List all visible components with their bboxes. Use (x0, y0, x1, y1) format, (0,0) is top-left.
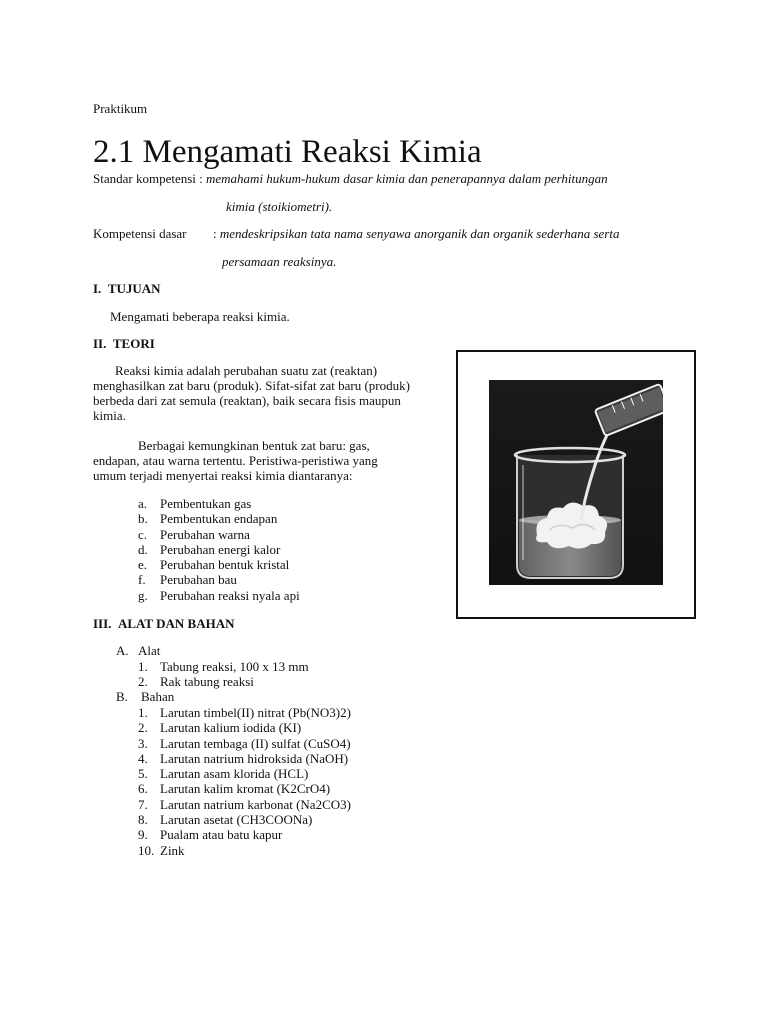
heading-num: I. (93, 281, 102, 296)
list-text: Pembentukan endapan (160, 511, 278, 527)
alat-list (138, 659, 309, 690)
list-item (138, 827, 351, 842)
list-text: Perubahan bau (160, 572, 237, 588)
teori-paragraph-1 (93, 363, 453, 423)
list-text: Larutan timbel(II) nitrat (Pb(NO3)2) (160, 705, 351, 720)
list-marker: 4. (138, 750, 148, 766)
list-item (138, 588, 300, 603)
list-marker: 10. (138, 842, 155, 858)
standar-label: Standar kompetensi : (93, 171, 203, 186)
text-line: endapan, atau warna tertentu. Peristiwa-peristiwa yang (93, 453, 378, 468)
list-text: Larutan kalim kromat (K2CrO4) (160, 781, 331, 797)
list-text: Larutan tembaga (II) sulfat (CuSO4) (160, 735, 351, 751)
list-marker: c. (138, 526, 148, 542)
bahan-label-line (116, 689, 174, 705)
list-item (138, 736, 351, 751)
list-marker: 2. (138, 720, 148, 736)
page-title: 2.1 Mengamati Reaksi Kimia (93, 134, 482, 170)
list-item (138, 843, 351, 858)
list-item (138, 511, 300, 526)
section-heading-tujuan (93, 281, 161, 297)
kompetensi-text-cont: persamaan reaksinya. (222, 254, 337, 269)
list-text: Larutan asam klorida (HCL) (160, 766, 309, 782)
list-text: Perubahan warna (160, 526, 250, 542)
list-marker: B. (116, 689, 128, 704)
list-text: Larutan natrium karbonat (Na2CO3) (160, 796, 351, 812)
section-heading-teori (93, 336, 155, 352)
alat-label: Alat (138, 643, 161, 658)
kompetensi-line (213, 226, 619, 242)
list-item (138, 812, 351, 827)
text-line: Reaksi kimia adalah perubahan suatu zat (reaktan) (115, 363, 378, 378)
pretitle: Praktikum (93, 101, 148, 116)
list-item (138, 542, 300, 557)
standar-text-cont: kimia (stoikiometri). (226, 199, 333, 214)
list-text: Tabung reaksi, 100 x 13 mm (160, 659, 309, 674)
list-text: Rak tabung reaksi (160, 674, 254, 690)
list-item (138, 674, 309, 689)
list-marker: e. (138, 557, 148, 573)
standar-line (93, 171, 608, 187)
list-text: Perubahan bentuk kristal (160, 557, 290, 573)
list-item (138, 797, 351, 812)
text-line: kimia. (93, 408, 126, 423)
list-item (138, 496, 300, 511)
standar-text: memahami hukum-hukum dasar kimia dan penerapannya dalam perhitungan (206, 171, 608, 186)
heading-text: TEORI (112, 336, 155, 351)
tujuan-text: Mengamati beberapa reaksi kimia. (110, 309, 290, 324)
list-marker: 3. (138, 735, 148, 751)
reaction-events-list (138, 496, 300, 603)
list-item (138, 705, 351, 720)
text-line: menghasilkan zat baru (produk). Sifat-sifat zat baru (produk) (93, 378, 410, 393)
list-marker: 8. (138, 812, 148, 828)
kompetensi-colon: : (213, 226, 217, 241)
list-marker: 7. (138, 796, 148, 812)
list-item (138, 781, 351, 796)
list-text: Pualam atau batu kapur (160, 827, 283, 843)
list-marker: 1. (138, 659, 148, 674)
list-marker: 6. (138, 781, 148, 797)
alat-label-line (116, 643, 160, 659)
kompetensi-label: Kompetensi dasar (93, 226, 187, 241)
list-marker: f. (138, 572, 146, 588)
list-marker: 5. (138, 766, 148, 782)
list-text: Perubahan energi kalor (160, 541, 281, 557)
list-text: Larutan kalium iodida (KI) (160, 720, 302, 736)
heading-text: TUJUAN (107, 281, 161, 296)
section-heading-alat-bahan (93, 616, 234, 632)
heading-num: III. (93, 616, 112, 631)
bahan-label: Bahan (141, 689, 175, 704)
list-text: Perubahan reaksi nyala api (160, 587, 300, 603)
list-item (138, 659, 309, 674)
list-marker: g. (138, 587, 148, 603)
heading-text: ALAT DAN BAHAN (117, 616, 235, 631)
bahan-list (138, 705, 351, 858)
list-marker: 2. (138, 674, 148, 690)
list-text: Larutan asetat (CH3COONa) (160, 812, 313, 828)
list-item (138, 766, 351, 781)
heading-num: II. (93, 336, 107, 351)
list-text: Larutan natrium hidroksida (NaOH) (160, 750, 349, 766)
list-marker: b. (138, 511, 148, 527)
list-item (138, 572, 300, 587)
text-line: umum terjadi menyertai reaksi kimia diantaranya: (93, 468, 353, 483)
kompetensi-text: mendeskripsikan tata nama senyawa anorganik dan organik sederhana serta (219, 226, 620, 241)
list-marker: a. (138, 496, 148, 511)
text-line: Berbagai kemungkinan bentuk zat baru: gas, (138, 438, 370, 453)
list-item (138, 720, 351, 735)
list-marker: 1. (138, 705, 148, 720)
teori-paragraph-2 (93, 438, 453, 483)
list-marker: 9. (138, 827, 148, 843)
beaker-pouring-photo-icon (489, 380, 663, 585)
list-text: Zink (160, 842, 185, 858)
list-marker: A. (116, 643, 129, 658)
list-item (138, 751, 351, 766)
list-item (138, 557, 300, 572)
text-line: berbeda dari zat semula (reaktan), baik secara fisis maupun (93, 393, 401, 408)
list-marker: d. (138, 541, 148, 557)
list-item (138, 527, 300, 542)
figure-frame (456, 350, 696, 619)
list-text: Pembentukan gas (160, 496, 252, 511)
